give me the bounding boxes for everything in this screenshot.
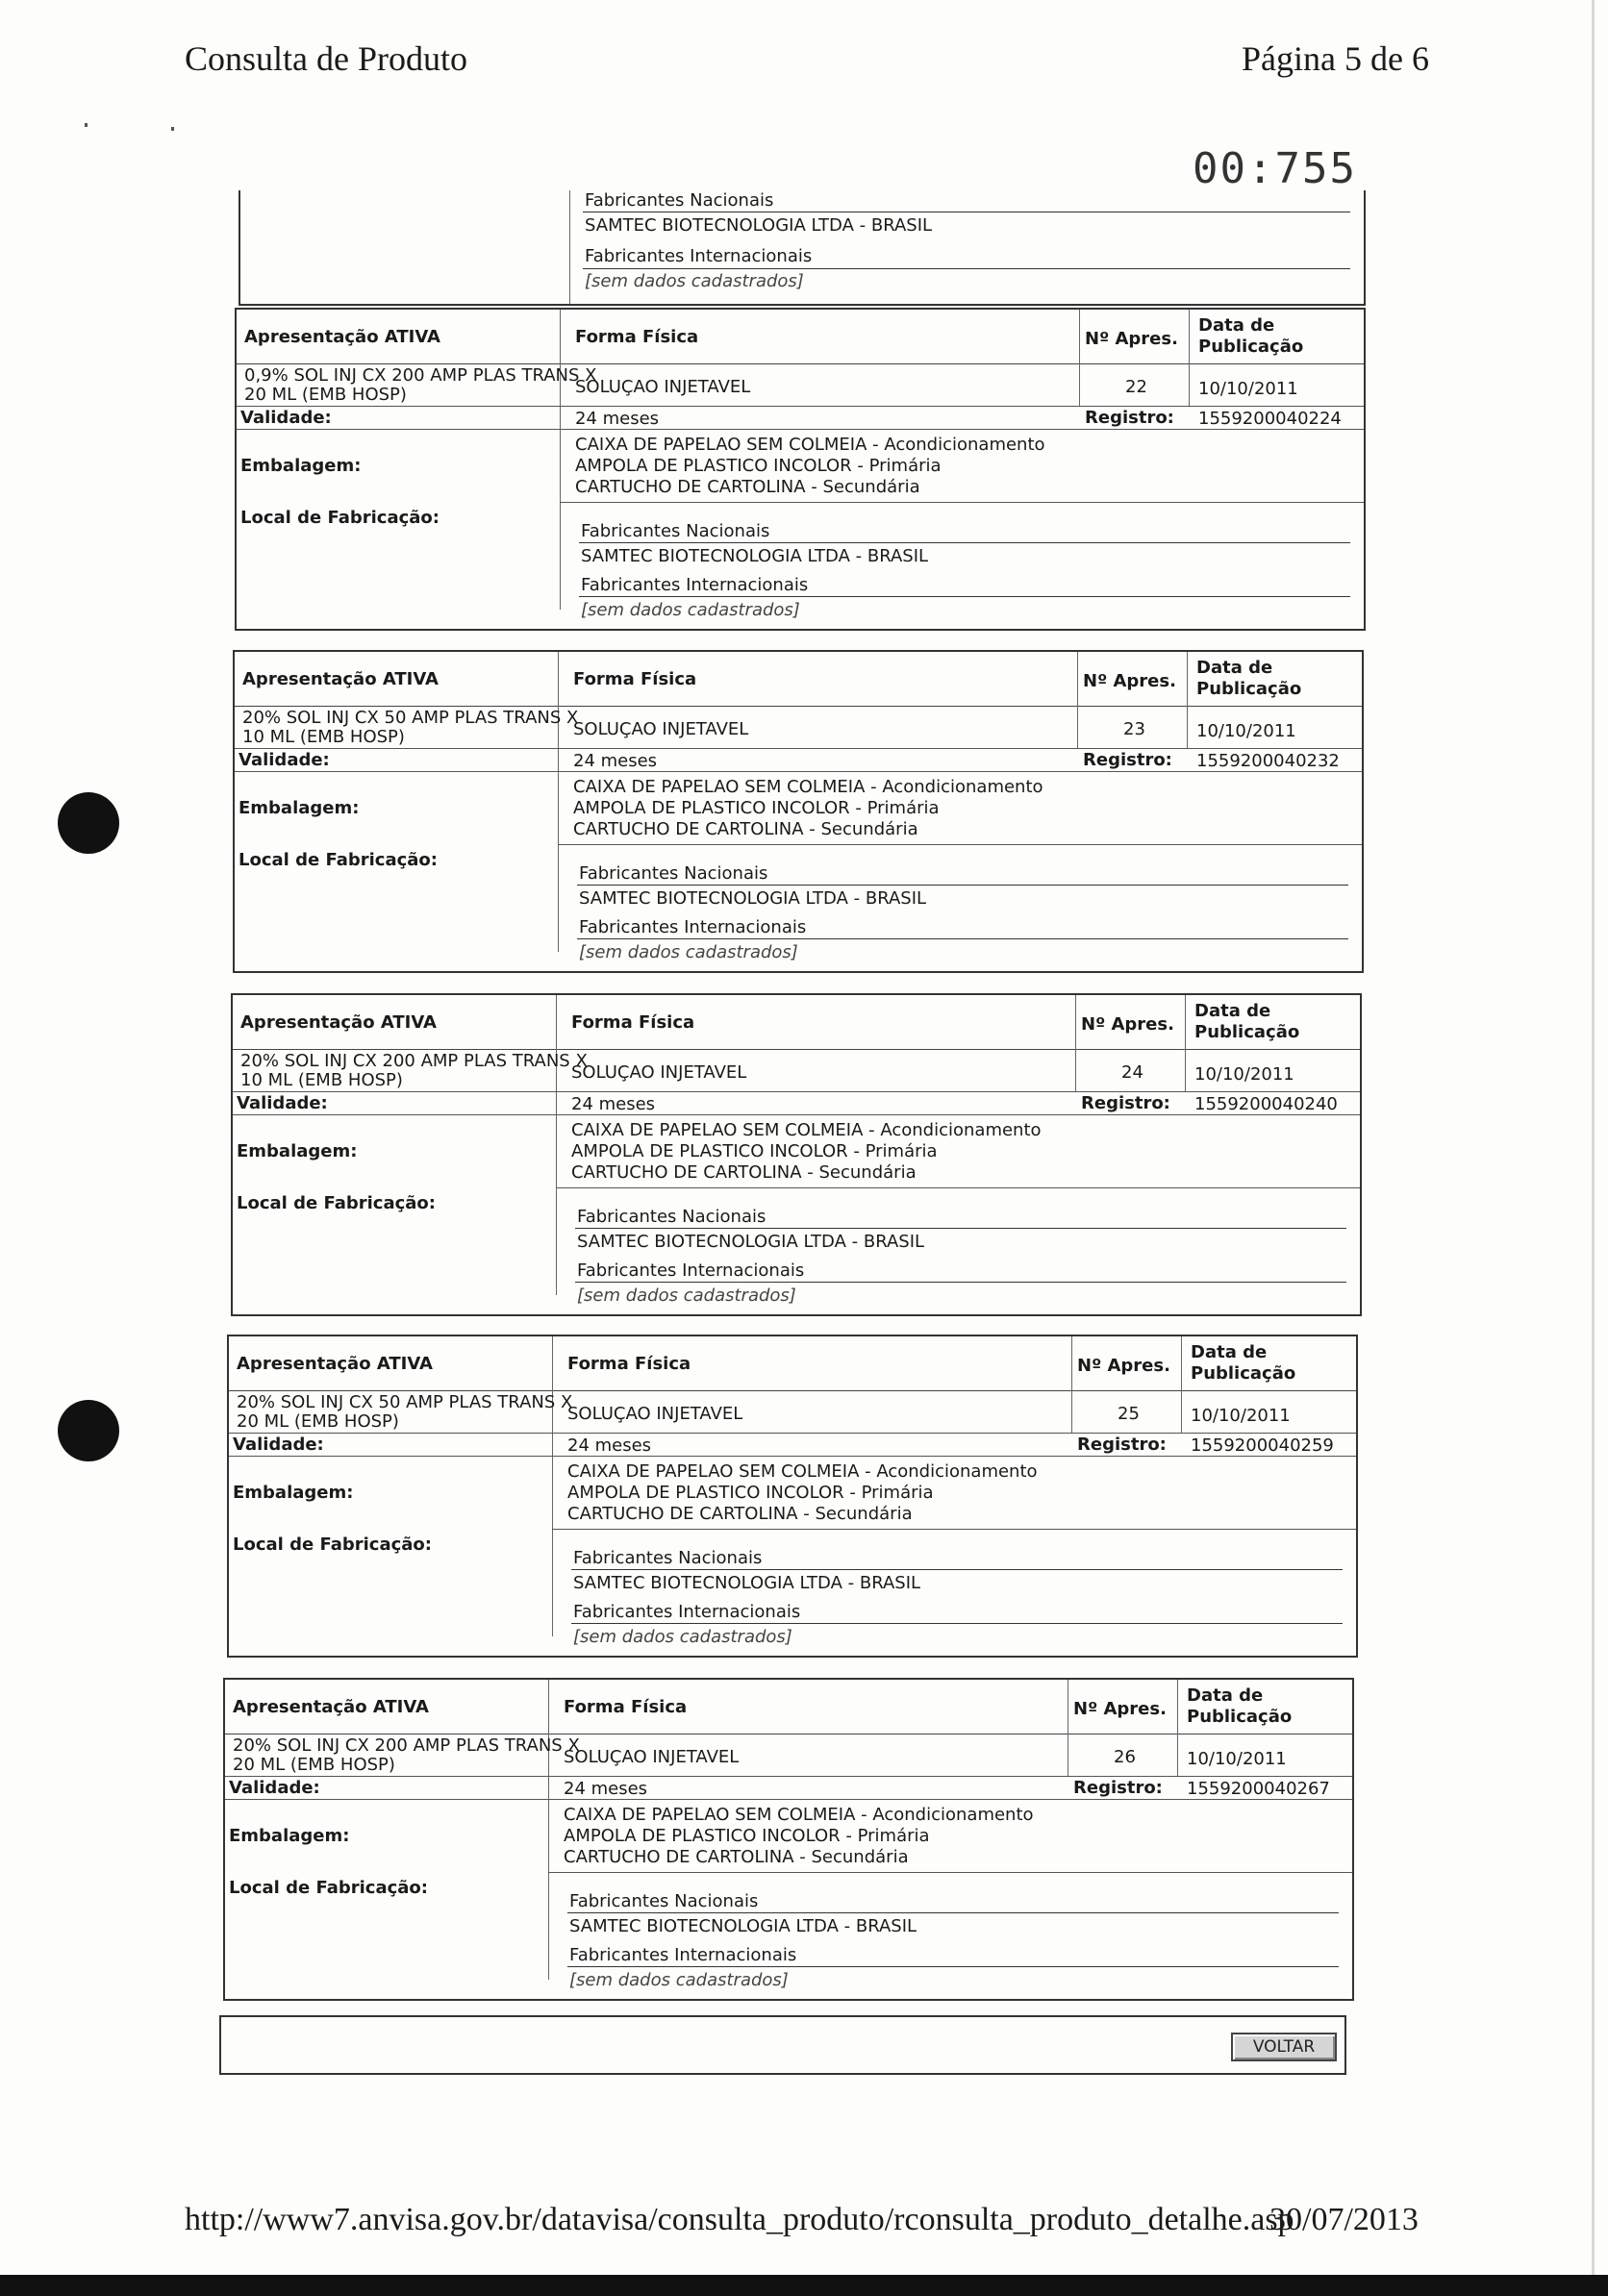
validade-label: Validade: xyxy=(239,750,330,770)
embalagem-item: CAIXA DE PAPELAO SEM COLMEIA - Acondicionamento xyxy=(575,435,1045,455)
rule xyxy=(575,1228,1346,1229)
embalagem-label: Embalagem: xyxy=(239,798,360,818)
data-pub-label: Publicação xyxy=(1198,337,1304,357)
registro-value: 1559200040232 xyxy=(1196,751,1340,771)
forma-fisica-value: SOLUÇAO INJETAVEL xyxy=(567,1404,743,1424)
fab-internacionais-label: Fabricantes Internacionais xyxy=(585,246,813,266)
validade-value: 24 meses xyxy=(573,751,658,771)
column-divider xyxy=(548,1680,549,1980)
row-divider xyxy=(560,502,1364,503)
row-divider xyxy=(235,748,1362,749)
rule xyxy=(567,1912,1339,1913)
column-divider xyxy=(1187,652,1188,748)
previous-block-fragment xyxy=(239,190,1366,306)
fab-nacional-value: SAMTEC BIOTECNOLOGIA LTDA - BRASIL xyxy=(579,888,927,909)
column-divider xyxy=(1177,1680,1178,1776)
data-pub-label: Publicação xyxy=(1196,679,1302,699)
column-divider xyxy=(1185,995,1186,1091)
fab-internacionais-label: Fabricantes Internacionais xyxy=(569,1945,797,1965)
local-fabricacao-label: Local de Fabricação: xyxy=(229,1878,428,1898)
fab-internacionais-label: Fabricantes Internacionais xyxy=(579,917,807,937)
forma-fisica-value: SOLUÇAO INJETAVEL xyxy=(571,1062,747,1083)
fab-nacional-value: SAMTEC BIOTECNOLOGIA LTDA - BRASIL xyxy=(581,546,929,566)
column-divider xyxy=(1075,995,1076,1091)
scan-speck xyxy=(85,123,88,127)
apresentacao-desc: 10 ML (EMB HOSP) xyxy=(240,1070,403,1090)
data-pub-label: Data de xyxy=(1191,1342,1268,1362)
embalagem-label: Embalagem: xyxy=(240,456,362,476)
scan-bottom-band xyxy=(0,2275,1608,2296)
row-divider xyxy=(225,1799,1352,1800)
column-divider xyxy=(556,995,557,1295)
apresentacao-desc: 20 ML (EMB HOSP) xyxy=(233,1755,395,1775)
apresentacao-label: Apresentação ATIVA xyxy=(233,1697,429,1717)
data-pub-label: Data de xyxy=(1196,658,1273,678)
validade-label: Validade: xyxy=(233,1435,324,1455)
rule xyxy=(575,1282,1346,1283)
embalagem-item: CARTUCHO DE CARTOLINA - Secundária xyxy=(571,1162,917,1183)
registro-label: Registro: xyxy=(1073,1778,1163,1798)
apresentacao-desc: 0,9% SOL INJ CX 200 AMP PLAS TRANS X xyxy=(244,365,597,386)
forma-fisica-label: Forma Física xyxy=(573,669,697,689)
apresentacao-label: Apresentação ATIVA xyxy=(244,327,440,347)
rule xyxy=(579,596,1350,597)
registro-value: 1559200040267 xyxy=(1187,1779,1330,1799)
n-apres-label: Nº Apres. xyxy=(1085,329,1178,349)
apresentacao-label: Apresentação ATIVA xyxy=(242,669,439,689)
rule xyxy=(579,542,1350,543)
column-divider xyxy=(560,310,561,610)
fab-internacional-value: [sem dados cadastrados] xyxy=(579,942,798,962)
fab-internacionais-label: Fabricantes Internacionais xyxy=(573,1602,801,1622)
presentation-block xyxy=(231,993,1362,1316)
rule xyxy=(577,938,1348,939)
page-number: Página 5 de 6 xyxy=(1242,39,1429,78)
scan-speck xyxy=(171,127,174,131)
apresentacao-desc: 20 ML (EMB HOSP) xyxy=(237,1411,399,1432)
registro-label: Registro: xyxy=(1081,1093,1170,1113)
row-divider xyxy=(556,1187,1360,1188)
fab-nacional-value: SAMTEC BIOTECNOLOGIA LTDA - BRASIL xyxy=(569,1916,917,1936)
validade-label: Validade: xyxy=(237,1093,328,1113)
rule xyxy=(571,1569,1343,1570)
forma-fisica-value: SOLUÇAO INJETAVEL xyxy=(564,1747,740,1767)
n-apres-label: Nº Apres. xyxy=(1083,671,1176,691)
apresentacao-desc: 20% SOL INJ CX 200 AMP PLAS TRANS X xyxy=(233,1735,580,1756)
punch-hole xyxy=(58,792,119,854)
presentation-block xyxy=(227,1335,1358,1658)
fab-nacionais-label: Fabricantes Nacionais xyxy=(577,1207,766,1227)
fab-nacional-value: SAMTEC BIOTECNOLOGIA LTDA - BRASIL xyxy=(585,215,933,236)
n-apres-value: 23 xyxy=(1123,719,1145,739)
apresentacao-label: Apresentação ATIVA xyxy=(240,1012,437,1033)
presentation-block xyxy=(233,650,1364,973)
local-fabricacao-label: Local de Fabricação: xyxy=(233,1535,432,1555)
punch-hole xyxy=(58,1400,119,1461)
validade-value: 24 meses xyxy=(571,1094,656,1114)
validade-value: 24 meses xyxy=(567,1435,652,1456)
forma-fisica-label: Forma Física xyxy=(571,1012,695,1033)
fab-internacional-value: [sem dados cadastrados] xyxy=(581,600,800,620)
embalagem-item: CAIXA DE PAPELAO SEM COLMEIA - Acondicionamento xyxy=(567,1461,1038,1482)
row-divider xyxy=(548,1872,1352,1873)
fab-nacional-value: SAMTEC BIOTECNOLOGIA LTDA - BRASIL xyxy=(573,1573,921,1593)
registro-label: Registro: xyxy=(1077,1435,1167,1455)
forma-fisica-value: SOLUÇAO INJETAVEL xyxy=(573,719,749,739)
row-divider xyxy=(558,844,1362,845)
local-fabricacao-label: Local de Fabricação: xyxy=(240,508,440,528)
forma-fisica-label: Forma Física xyxy=(564,1697,688,1717)
voltar-button[interactable]: VOLTAR xyxy=(1231,2033,1337,2061)
local-fabricacao-label: Local de Fabricação: xyxy=(239,850,438,870)
column-divider xyxy=(552,1336,553,1636)
embalagem-label: Embalagem: xyxy=(233,1483,354,1503)
row-divider xyxy=(237,406,1364,407)
n-apres-value: 26 xyxy=(1114,1747,1136,1767)
validade-label: Validade: xyxy=(229,1778,320,1798)
rule xyxy=(567,1966,1339,1967)
n-apres-label: Nº Apres. xyxy=(1077,1356,1170,1376)
data-pub-value: 10/10/2011 xyxy=(1194,1064,1294,1085)
column-divider xyxy=(1189,310,1190,406)
page-title: Consulta de Produto xyxy=(185,39,467,78)
embalagem-item: AMPOLA DE PLASTICO INCOLOR - Primária xyxy=(575,456,942,476)
validade-value: 24 meses xyxy=(575,409,660,429)
validade-value: 24 meses xyxy=(564,1779,648,1799)
embalagem-item: CARTUCHO DE CARTOLINA - Secundária xyxy=(567,1504,913,1524)
fab-nacional-value: SAMTEC BIOTECNOLOGIA LTDA - BRASIL xyxy=(577,1232,925,1252)
embalagem-item: CARTUCHO DE CARTOLINA - Secundária xyxy=(564,1847,909,1867)
fab-internacionais-label: Fabricantes Internacionais xyxy=(581,575,809,595)
apresentacao-desc: 20 ML (EMB HOSP) xyxy=(244,385,407,405)
page-stamp-number: 00:755 xyxy=(1193,144,1357,193)
apresentacao-desc: 20% SOL INJ CX 200 AMP PLAS TRANS X xyxy=(240,1051,588,1071)
column-divider xyxy=(569,190,570,304)
row-divider xyxy=(235,771,1362,772)
n-apres-value: 22 xyxy=(1125,377,1147,397)
n-apres-value: 24 xyxy=(1121,1062,1143,1083)
fab-internacional-value: [sem dados cadastrados] xyxy=(585,271,804,291)
registro-value: 1559200040259 xyxy=(1191,1435,1334,1456)
row-divider xyxy=(229,1456,1356,1457)
data-pub-value: 10/10/2011 xyxy=(1198,379,1298,399)
data-pub-label: Publicação xyxy=(1191,1363,1296,1384)
fab-internacional-value: [sem dados cadastrados] xyxy=(573,1627,792,1647)
fab-nacionais-label: Fabricantes Nacionais xyxy=(573,1548,763,1568)
actions-bar xyxy=(219,2015,1346,2075)
data-pub-label: Publicação xyxy=(1187,1707,1293,1727)
presentation-block xyxy=(235,308,1366,631)
registro-value: 1559200040240 xyxy=(1194,1094,1338,1114)
n-apres-label: Nº Apres. xyxy=(1073,1699,1167,1719)
forma-fisica-value: SOLUÇAO INJETAVEL xyxy=(575,377,751,397)
forma-fisica-label: Forma Física xyxy=(567,1354,691,1374)
embalagem-item: CARTUCHO DE CARTOLINA - Secundária xyxy=(573,819,918,839)
data-pub-label: Data de xyxy=(1187,1685,1264,1706)
validade-label: Validade: xyxy=(240,408,332,428)
embalagem-item: AMPOLA DE PLASTICO INCOLOR - Primária xyxy=(571,1141,938,1161)
column-divider xyxy=(558,652,559,952)
rule xyxy=(577,885,1348,886)
forma-fisica-label: Forma Física xyxy=(575,327,699,347)
apresentacao-desc: 20% SOL INJ CX 50 AMP PLAS TRANS X xyxy=(237,1392,573,1412)
row-divider xyxy=(237,429,1364,430)
embalagem-item: CAIXA DE PAPELAO SEM COLMEIA - Acondicionamento xyxy=(573,777,1043,797)
embalagem-item: CAIXA DE PAPELAO SEM COLMEIA - Acondicionamento xyxy=(564,1805,1034,1825)
column-divider xyxy=(1181,1336,1182,1433)
apresentacao-desc: 10 ML (EMB HOSP) xyxy=(242,727,405,747)
n-apres-label: Nº Apres. xyxy=(1081,1014,1174,1035)
embalagem-item: AMPOLA DE PLASTICO INCOLOR - Primária xyxy=(567,1483,934,1503)
registro-label: Registro: xyxy=(1085,408,1174,428)
registro-value: 1559200040224 xyxy=(1198,409,1342,429)
data-pub-value: 10/10/2011 xyxy=(1187,1749,1287,1769)
data-pub-label: Publicação xyxy=(1194,1022,1300,1042)
fab-nacionais-label: Fabricantes Nacionais xyxy=(569,1891,759,1911)
data-pub-label: Data de xyxy=(1198,315,1275,336)
row-divider xyxy=(552,1529,1356,1530)
embalagem-label: Embalagem: xyxy=(237,1141,358,1161)
n-apres-value: 25 xyxy=(1118,1404,1140,1424)
column-divider xyxy=(1077,652,1078,748)
data-pub-value: 10/10/2011 xyxy=(1196,721,1296,741)
registro-label: Registro: xyxy=(1083,750,1172,770)
footer-date: 30/07/2013 xyxy=(1269,2202,1419,2237)
row-divider xyxy=(225,1776,1352,1777)
fab-nacionais-label: Fabricantes Nacionais xyxy=(579,863,768,884)
data-pub-label: Data de xyxy=(1194,1001,1271,1021)
column-divider xyxy=(1071,1336,1072,1433)
row-divider xyxy=(233,1091,1360,1092)
apresentacao-desc: 20% SOL INJ CX 50 AMP PLAS TRANS X xyxy=(242,708,579,728)
fab-internacional-value: [sem dados cadastrados] xyxy=(569,1970,789,1990)
embalagem-item: AMPOLA DE PLASTICO INCOLOR - Primária xyxy=(573,798,940,818)
data-pub-value: 10/10/2011 xyxy=(1191,1406,1291,1426)
rule xyxy=(571,1623,1343,1624)
local-fabricacao-label: Local de Fabricação: xyxy=(237,1193,436,1213)
row-divider xyxy=(233,1114,1360,1115)
fab-internacionais-label: Fabricantes Internacionais xyxy=(577,1260,805,1281)
embalagem-label: Embalagem: xyxy=(229,1826,350,1846)
column-divider xyxy=(1079,310,1080,406)
presentation-block xyxy=(223,1678,1354,2001)
apresentacao-label: Apresentação ATIVA xyxy=(237,1354,433,1374)
rule xyxy=(583,268,1350,269)
footer-url: http://www7.anvisa.gov.br/datavisa/consulta_produto/rconsulta_produto_detalhe.asp xyxy=(185,2202,1294,2237)
embalagem-item: AMPOLA DE PLASTICO INCOLOR - Primária xyxy=(564,1826,930,1846)
embalagem-item: CARTUCHO DE CARTOLINA - Secundária xyxy=(575,477,920,497)
row-divider xyxy=(229,1433,1356,1434)
embalagem-item: CAIXA DE PAPELAO SEM COLMEIA - Acondicionamento xyxy=(571,1120,1042,1140)
fab-nacionais-label: Fabricantes Nacionais xyxy=(585,190,774,211)
fab-internacional-value: [sem dados cadastrados] xyxy=(577,1285,796,1306)
fab-nacionais-label: Fabricantes Nacionais xyxy=(581,521,770,541)
